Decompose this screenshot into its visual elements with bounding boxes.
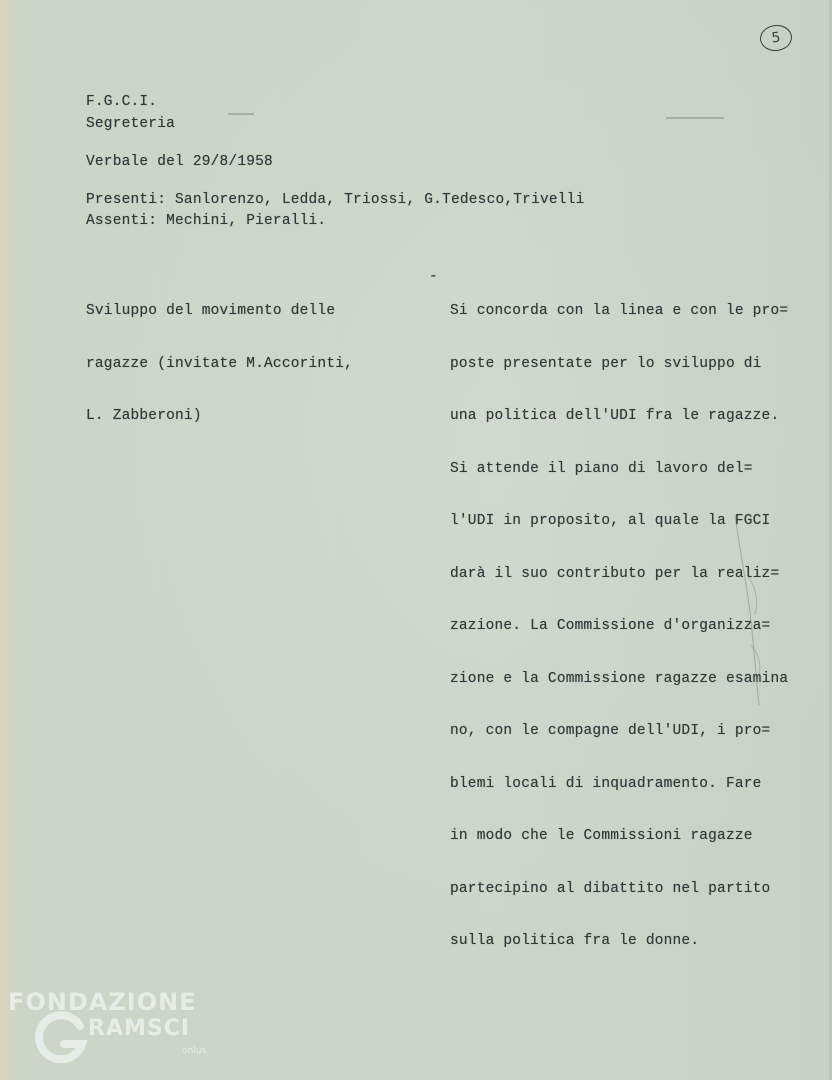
watermark-g-logo [34,1010,88,1064]
stray-ink-mark [666,117,724,119]
agenda-topic-line: Sviluppo del movimento delle [86,303,336,319]
watermark-line1: FONDAZIONE [8,988,197,1016]
decision-line: zazione. La Commissione d'organizza= [450,618,771,634]
decision-line: partecipino al dibattito nel partito [450,880,771,897]
item-dash: - [429,269,438,285]
decision-line: in modo che le Commissioni ragazze [450,828,753,844]
pencil-scribble [725,515,785,715]
office-name: Segreteria [86,116,176,132]
agenda-topic-line: L. Zabberoni) [86,408,202,424]
watermark-line2: RAMSCI [88,1016,191,1041]
page-number-circled: 5 [759,23,794,52]
agenda-topic-line: ragazze (invitate M.Accorinti, [86,355,354,372]
decision-line: darà il suo contributo per la realiz= [450,565,780,582]
agenda-topic [86,269,353,459]
stray-ink-mark [228,113,254,115]
decision-line: sulla politica fra le donne. [450,933,700,949]
decision-line: poste presentate per lo sviluppo di [450,355,762,372]
absent-members: Assenti: Mechini, Pieralli. [86,213,327,229]
archive-watermark [8,988,208,1072]
present-members: Presenti: Sanlorenzo, Ledda, Triossi, G.Tedesco,Trivelli [86,192,585,208]
decision-line: una politica dell'UDI fra le ragazze. [450,408,780,424]
decision-line: blemi locali di inquadramento. Fare [450,775,762,792]
decision-line: Si attende il piano di lavoro del= [450,460,753,477]
decision-line: Si concorda con la linea e con le pro= [450,303,789,319]
minutes-date: Verbale del 29/8/1958 [86,154,273,170]
decision-line: l'UDI in proposito, al quale la FGCI [450,513,771,529]
watermark-line3: onlus [182,1046,207,1056]
decision-line: zione e la Commissione ragazze esamina [450,670,789,687]
organization-name: F.G.C.I. [86,94,158,110]
decision-line: no, con le compagne dell'UDI, i pro= [450,723,771,739]
